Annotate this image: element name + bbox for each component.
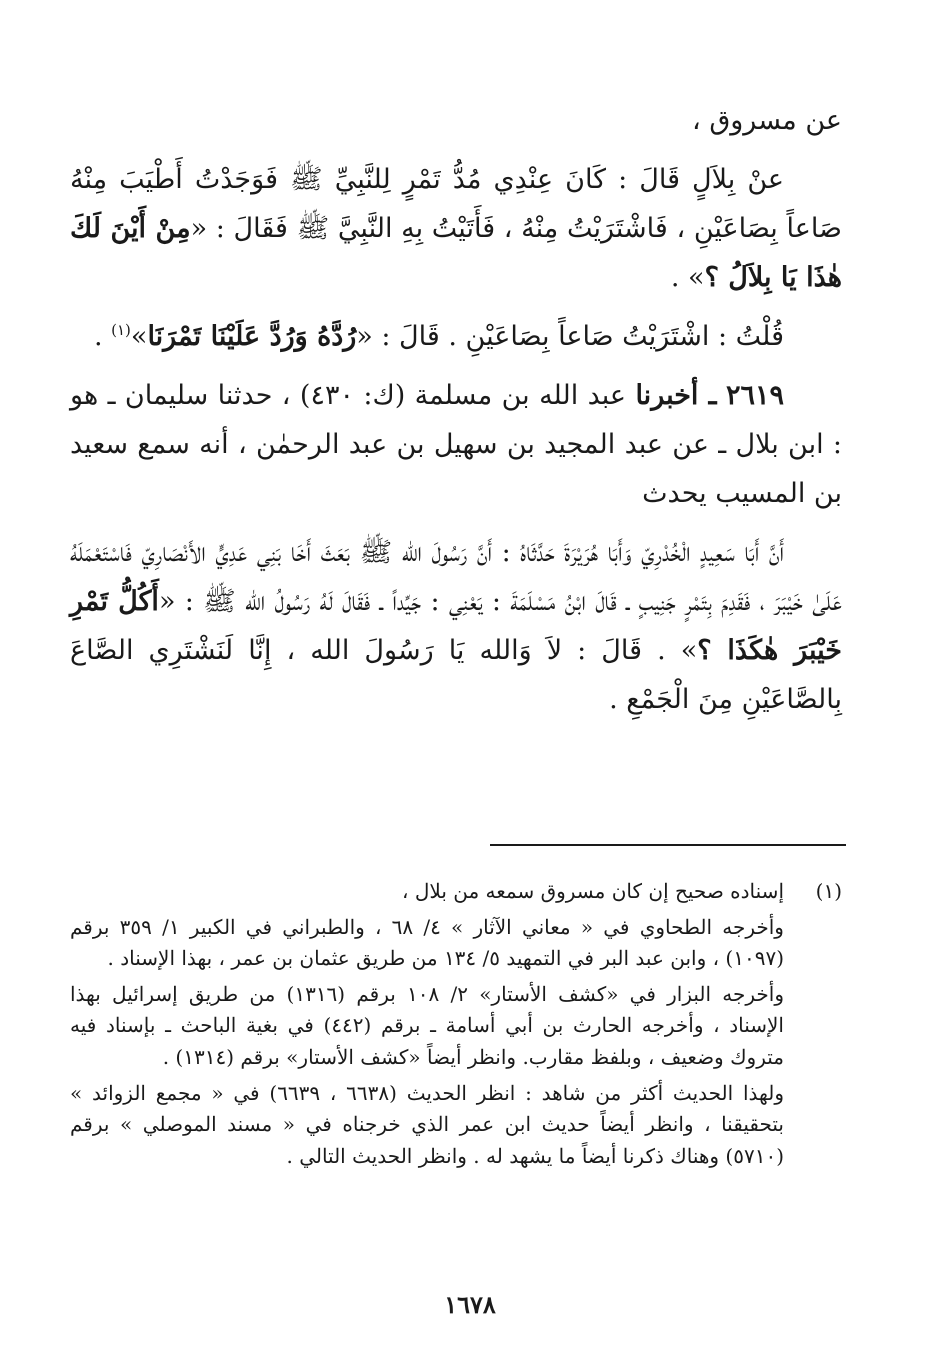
main-text: [70, 96, 842, 724]
hadith-a-body: [70, 155, 842, 302]
hadith-b-lead: ـ أخبرنا: [635, 380, 717, 411]
footnote-paragraph: وأخرجه الطحاوي في « معاني الآثار » ٤/ ٦٨ ، والطبراني في الكبير ١/ ٣٥٩ برقم (١٠٩٧) ، وابن عبد البر في التمهيد ٥/ ١٣٤ من طريق عثمان بن عمر ، بهذا الإسناد .: [70, 914, 784, 971]
footnote-paragraph: إسناده صحيح إن كان مسروق سمعه من بلال ،: [402, 879, 784, 903]
hadith-a-reply: [70, 312, 842, 361]
hadith-a-text-5: .: [93, 321, 112, 352]
hadith-a-text-3: قُلْتُ : اشْتَرَيْتُ صَاعاً بِصَاعَيْنِ . قَالَ : «: [356, 321, 784, 352]
hadith-b-body: [70, 528, 842, 724]
hadith-b-text-2: » . قَالَ : لاَ وَالله يَا رَسُولَ الله ، إِنَّا لَنَشْتَرِي الصَّاعَ بِالصَّاعَيْنِ مِنَ الْجَمْعِ .: [70, 635, 842, 715]
hadith-b-quote: أَكُلُّ تَمْرِ خَيْبَرَ هٰكَذَا ؟: [70, 586, 842, 666]
footnote-separator: [490, 844, 846, 846]
hadith-number: ٢٦١٩: [725, 380, 784, 411]
hadith-b-isnad: [70, 371, 842, 518]
hadith-a-quote-1: مِنْ أَيْنَ لَكَ هٰذَا يَا بِلاَلُ ؟: [70, 213, 842, 293]
footnote-1: [70, 876, 842, 1172]
hadith-a-quote-2: رُدَّهُ وَرُدَّ عَلَيْنَا تَمْرَنَا: [147, 321, 357, 352]
footnote-body: [70, 876, 784, 1172]
hadith-a-text-4: »: [130, 321, 148, 352]
footnotes: [70, 876, 842, 1172]
hadith-a-text-2: » .: [670, 262, 705, 293]
hadith-b-isnad-text: عبد الله بن مسلمة (ك: ٤٣٠) ، حدثنا سليمان ـ هو : ابن بلال ـ عن عبد المجيد بن سهيل بن عبد الرحمٰن ، أنه سمع سعيد بن المسيب يحدث: [70, 380, 842, 509]
footnote-ref[interactable]: (١): [111, 321, 131, 339]
footnote-number: (١): [815, 879, 842, 903]
page-number: ١٦٧٨: [444, 1290, 496, 1319]
hadith-a-text-1: عنْ بِلاَلٍ قَالَ : كَانَ عِنْدِي مُدُّ تَمْرٍ لِلنَّبِيِّ ﷺ فَوَجَدْتُ أَطْيَبَ مِنْهُ صَاعاً بِصَاعَيْنِ ، فَاشْتَرَيْتُ مِنْهُ ، فَأَتَيْتُ بِهِ النَّبِيَّ ﷺ فَقَالَ : «: [70, 164, 842, 244]
hadith-b-text-1: أَنَّ أَبَا سَعِيدٍ الْخُدْرِيّ وَأَبَا هُرَيْرَةَ حَدَّثَاهُ : أَنَّ رَسُولَ الله ﷺ بَعَثَ أَخَا بَنِي عَدِيٍّ الأَنْصَارِيّ فَاسْتَعْمَلَهُ عَلَىٰ خَيْبَرَ ، فَقَدِمَ بِتَمْرٍ جَنِيبٍ ـ قَالَ ابْنُ مَسْلَمَةَ : يَعْنِي : جَيِّداً ـ فَقَالَ لَهُ رَسُولُ الله ﷺ : «: [70, 537, 842, 617]
narrator-line: عن مسروق ،: [692, 105, 842, 136]
footnote-paragraph: وأخرجه البزار في «كشف الأستار» ٢/ ١٠٨ برقم (١٣١٦) من طريق إسرائيل بهذا الإسناد ، وأخرجه الحارث بن أبي أسامة ـ برقم (٤٤٢) في بغية الباحث ـ بإسناد فيه متروك وضعيف ، وبلفظ مقارب. وانظر أيضاً «كشف الأستار» برقم (١٣١٤) .: [70, 981, 784, 1069]
footnote-paragraph: ولهذا الحديث أكثر من شاهد : انظر الحديث (٦٦٣٨ ، ٦٦٣٩) في « مجمع الزوائد » بتحقيقنا ، وانظر أيضاً حديث ابن عمر الذي خرجناه في « مسند الموصلي » برقم (٥٧١٠) وهناك ذكرنا أيضاً ما يشهد له . وانظر الحديث التالي .: [70, 1080, 784, 1168]
